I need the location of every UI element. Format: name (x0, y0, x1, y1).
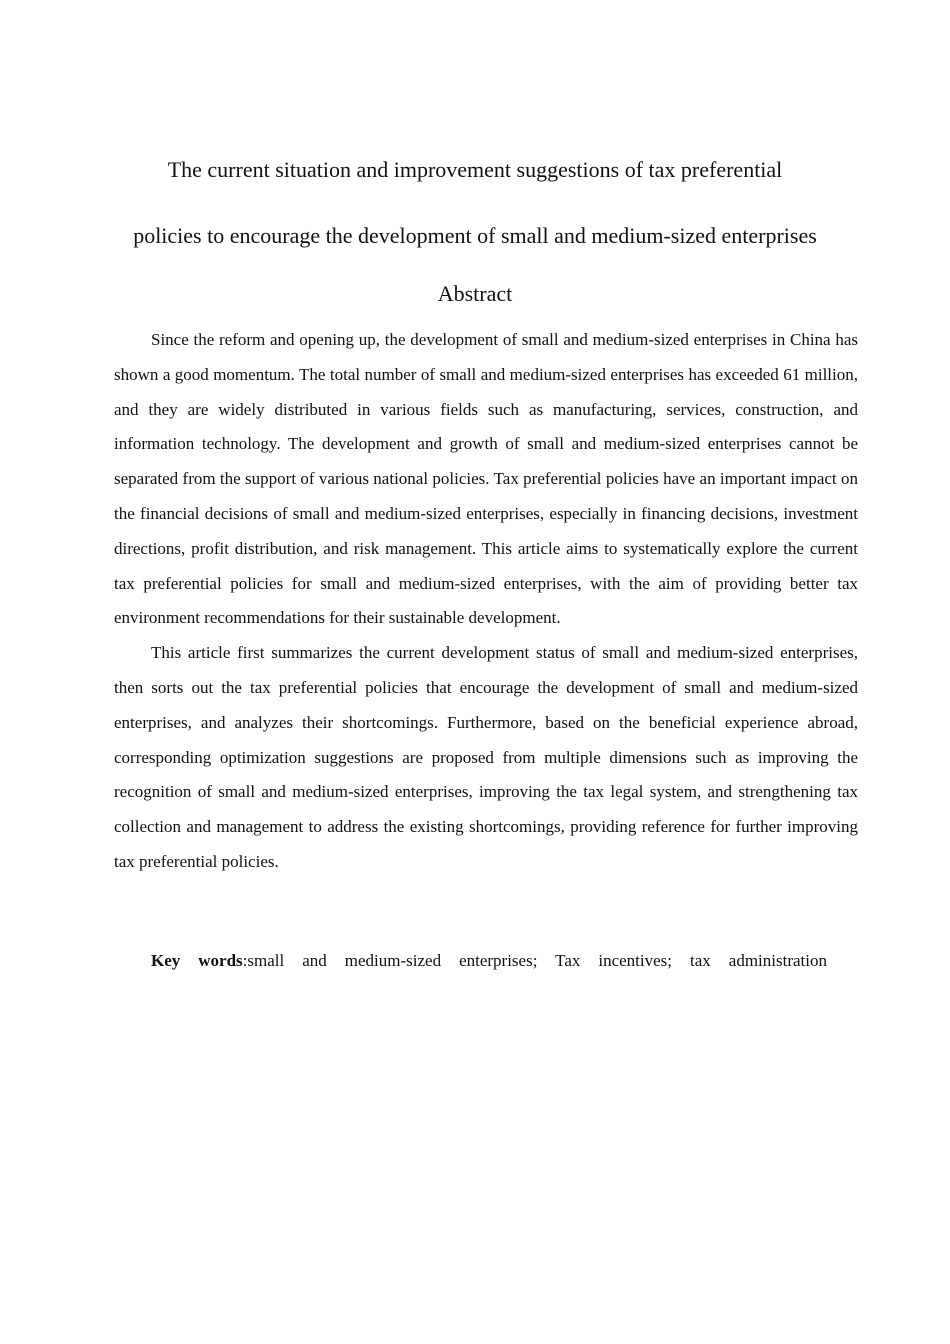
abstract-paragraph-2: This article first summarizes the current development status of small and medium-sized enterprises, then sorts out the tax preferential policies that encourage the development of small and medium-sized enterprises, and analyzes their shortcomings. Furthermore, based on the beneficial experience abroad, corresponding optimization suggestions are proposed from multiple dimensions such as improving the recognition of small and medium-sized enterprises, improving the tax legal system, and strengthening tax collection and management to address the existing shortcomings, providing reference for further improving tax preferential policies. (114, 643, 858, 871)
title-line-1: The current situation and improvement suggestions of tax preferential (167, 157, 783, 182)
abstract-body (114, 323, 858, 880)
keywords-line (151, 946, 827, 976)
title-line-2: policies to encourage the development of small and medium-sized enterprises (133, 223, 817, 248)
keywords-label: Key words (151, 951, 243, 970)
abstract-paragraph-1: Since the reform and opening up, the development of small and medium-sized enterprises in China has shown a good momentum. The total number of small and medium-sized enterprises has exceeded 61 million, and they are widely distributed in various fields such as manufacturing, services, construction, and information technology. The development and growth of small and medium-sized enterprises cannot be separated from the support of various national policies. Tax preferential policies have an important impact on the financial decisions of small and medium-sized enterprises, especially in financing decisions, investment directions, profit distribution, and risk management. This article aims to systematically explore the current tax preferential policies for small and medium-sized enterprises, with the aim of providing better tax environment recommendations for their sustainable development. (114, 330, 858, 628)
keywords-text: :small and medium-sized enterprises; Tax incentives; tax administration (242, 951, 827, 970)
abstract-heading: Abstract (437, 281, 513, 306)
